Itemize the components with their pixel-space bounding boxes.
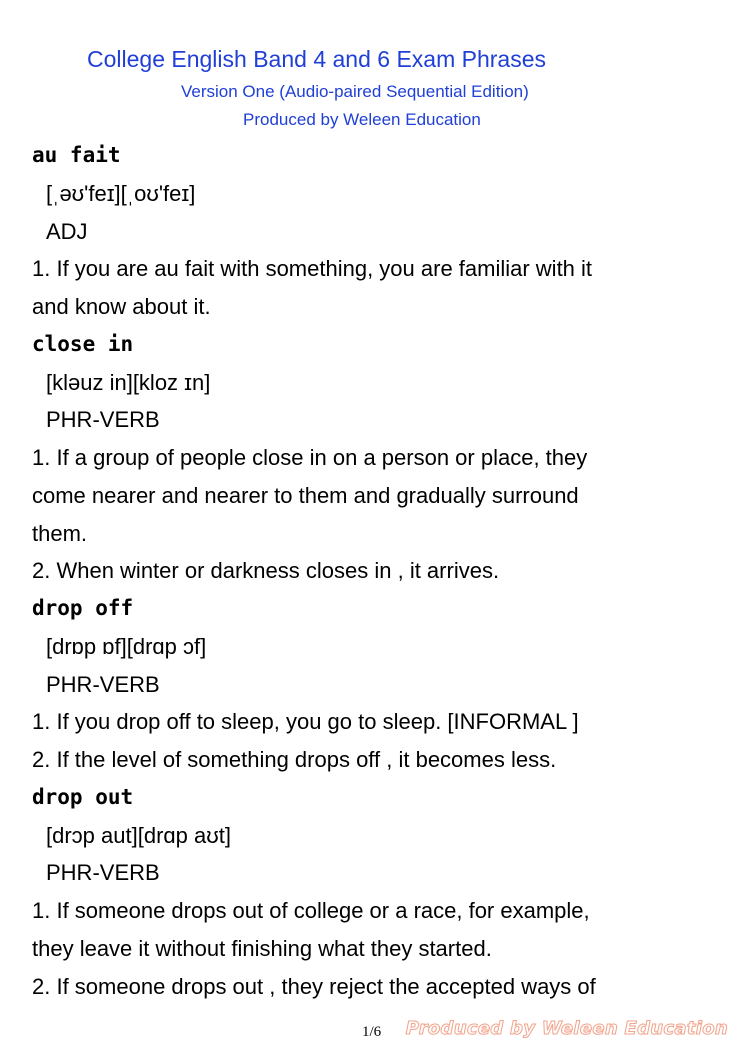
entry-definition-line: them. xyxy=(32,520,88,546)
entries-list xyxy=(32,137,732,1005)
entry-definition-line: come nearer and nearer to them and gradually surround xyxy=(32,482,579,508)
entry-part-of-speech: PHR-VERB xyxy=(46,860,160,886)
watermark-logo: Produced by Weleen Education xyxy=(405,1018,728,1039)
entry-definition-line: 1. If a group of people close in on a person or place, they xyxy=(32,445,588,470)
entry-definition-line: 2. If the level of something drops off , it becomes less. xyxy=(32,747,557,772)
entry-phonetic: [drɔp aut][drɑp aʊt] xyxy=(46,822,231,848)
entry-definition-line: and know about it. xyxy=(32,294,211,319)
entry-definition-line: 1. If you drop off to sleep, you go to sleep. [INFORMAL ] xyxy=(32,709,579,735)
document-subtitle: Version One (Audio-paired Sequential Edition) xyxy=(181,82,529,101)
document-title: College English Band 4 and 6 Exam Phrases xyxy=(87,46,547,72)
entry-word: drop out xyxy=(32,784,134,809)
entry-part-of-speech: PHR-VERB xyxy=(46,407,160,433)
document-producer: Produced by Weleen Education xyxy=(243,110,481,129)
entry-definition-line: 2. When winter or darkness closes in , it arrives. xyxy=(32,558,500,584)
entry-definition-line: they leave it without finishing what they started. xyxy=(32,935,492,961)
entry-definition-line: 1. If someone drops out of college or a race, for example, xyxy=(32,898,590,923)
entry-phonetic: [kləuz in][kloz ɪn] xyxy=(46,369,211,395)
entry xyxy=(32,590,732,779)
entry xyxy=(32,779,732,1006)
entry-phonetic: [ˌəʊ'feɪ][ˌoʊ'feɪ] xyxy=(46,180,196,206)
entry xyxy=(32,137,732,326)
entry-definition-line: 1. If you are au fait with something, you are familiar with it xyxy=(32,256,593,282)
entry-phonetic: [drɒp ɒf][drɑp ɔf] xyxy=(46,633,207,659)
entry-part-of-speech: PHR-VERB xyxy=(46,671,160,697)
entry-word: drop off xyxy=(32,596,134,620)
entry xyxy=(32,326,732,590)
entry-word: close in xyxy=(32,331,134,356)
entry-definition-line: 2. If someone drops out , they reject the accepted ways of xyxy=(32,973,596,999)
entry-part-of-speech: ADJ xyxy=(46,218,88,244)
page-number: 1/6 xyxy=(362,1024,382,1040)
entry-word: au fait xyxy=(32,143,121,167)
